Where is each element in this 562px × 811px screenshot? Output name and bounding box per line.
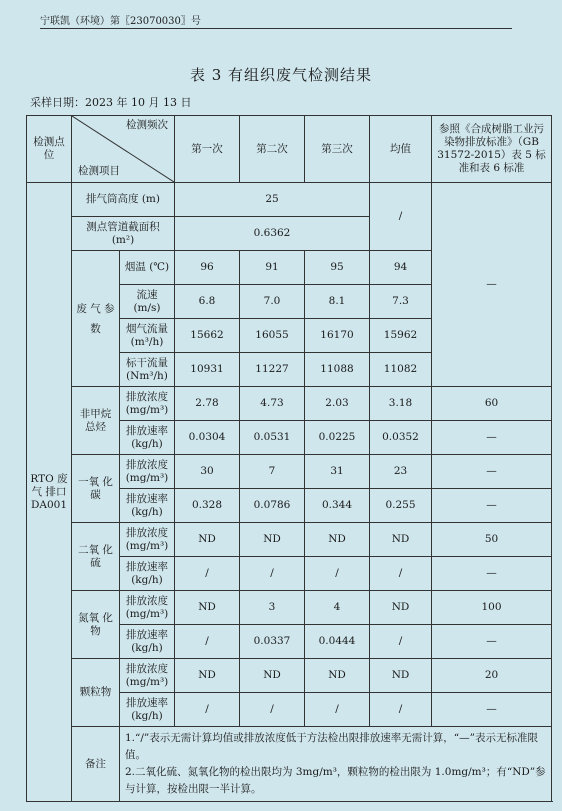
duct-area-value: 0.6362 [175,217,370,251]
exhaust-params-label: 废 气 参 数 [72,251,120,387]
mean-slash: / [370,183,432,251]
limit-cell: 60 [432,387,552,421]
table-cell: ND [305,523,370,557]
rate-label: 排放速率 (kg/h) [120,557,175,591]
header-rule [40,28,512,29]
col-header-third: 第三次 [305,116,370,183]
table-cell: / [370,557,432,591]
table-cell: ND [370,523,432,557]
table-cell: 0.0531 [240,421,305,455]
reference-standard-header: 参照《合成树脂工业污染物排放标准》（GB 31572-2015）表 5 标准和表 6 标准 [432,116,552,183]
table-cell: ND [175,659,240,693]
table-cell: 0.0786 [240,489,305,523]
table-cell: / [305,693,370,727]
table-cell: 96 [175,251,240,285]
table-cell: 4.73 [240,387,305,421]
table-cell: 11227 [240,353,305,387]
table-cell: ND [305,659,370,693]
table-cell: 8.1 [305,285,370,319]
table-cell: / [240,557,305,591]
conc-label: 排放浓度 (mg/m³) [120,455,175,489]
sampling-date: 采样日期：2023 年 10 月 13 日 [30,96,192,109]
smoke-temp-label: 烟温 (℃) [120,251,175,285]
corner-header-cell [72,116,175,183]
duct-area-label: 测点管道截面积 (m²) [72,217,175,251]
table-cell: 3.18 [370,387,432,421]
table-cell: 10931 [175,353,240,387]
table-cell: 3 [240,591,305,625]
table-cell: 7.3 [370,285,432,319]
frequency-header: 检测频次 [126,119,168,131]
table-cell: 7.0 [240,285,305,319]
note-1: 1.“/”表示无需计算均值或排放浓度低于方法检出限排放速率无需计算，“—”表示无标准限值。 [125,732,539,761]
col-header-first: 第一次 [175,116,240,183]
rate-label: 排放速率 (kg/h) [120,693,175,727]
limit-cell: — [432,489,552,523]
pollutant-so2: 二氧 化硫 [72,523,120,591]
table-cell: 0.0352 [370,421,432,455]
item-header: 检测项目 [78,165,120,177]
rate-label: 排放速率 (kg/h) [120,625,175,659]
col-header-mean: 均值 [370,116,432,183]
table-cell: 0.344 [305,489,370,523]
conc-label: 排放浓度 (mg/m³) [120,659,175,693]
limit-cell: 100 [432,591,552,625]
pollutant-pm: 颗粒物 [72,659,120,727]
notes-label: 备注 [72,727,120,802]
table-cell: 0.0444 [305,625,370,659]
limit-cell: 20 [432,659,552,693]
table-cell: ND [175,523,240,557]
table-cell: 11088 [305,353,370,387]
table-cell: / [370,625,432,659]
notes-cell [120,727,552,802]
table-cell: 2.03 [305,387,370,421]
table-cell: ND [240,523,305,557]
results-table [26,115,552,802]
table-cell: / [175,693,240,727]
col-header-second: 第二次 [240,116,305,183]
pollutant-nmhc: 非甲烷 总烃 [72,387,120,455]
conc-label: 排放浓度 (mg/m³) [120,591,175,625]
table-cell: ND [370,591,432,625]
flue-flow-label: 烟气流量 (m³/h) [120,319,175,353]
table-cell: 31 [305,455,370,489]
table-cell: / [175,557,240,591]
table-cell: 11082 [370,353,432,387]
table-cell: 0.255 [370,489,432,523]
pollutant-nox: 氮氧 化物 [72,591,120,659]
table-cell: 0.0304 [175,421,240,455]
limit-cell: — [432,421,552,455]
table-cell: 6.8 [175,285,240,319]
table-cell: 4 [305,591,370,625]
table-cell: 0.328 [175,489,240,523]
table-cell: / [240,693,305,727]
table-cell: 7 [240,455,305,489]
table-cell: 23 [370,455,432,489]
table-cell: 94 [370,251,432,285]
table-cell: ND [370,659,432,693]
limit-cell: — [432,625,552,659]
pollutant-co: 一氧 化碳 [72,455,120,523]
rate-label: 排放速率 (kg/h) [120,489,175,523]
table-cell: 91 [240,251,305,285]
limit-cell: — [432,455,552,489]
sampling-location: RTO 废气 排口 DA001 [27,183,72,802]
std-dry-flow-label: 标干流量 (Nm³/h) [120,353,175,387]
table-cell: ND [175,591,240,625]
table-cell: 15962 [370,319,432,353]
rate-label: 排放速率 (kg/h) [120,421,175,455]
stack-height-value: 25 [175,183,370,217]
table-cell: 2.78 [175,387,240,421]
table-cell: 95 [305,251,370,285]
table-cell: / [175,625,240,659]
limit-cell: 50 [432,523,552,557]
note-2: 2.二氧化硫、氮氧化物的检出限均为 3mg/m³，颗粒物的检出限为 1.0mg/m³；有“ND”参与计算，按检出限一半计算。 [125,766,546,795]
flow-speed-label: 流速 (m/s) [120,285,175,319]
reference-dash: — [432,183,552,387]
table-cell: 16170 [305,319,370,353]
table-cell: 30 [175,455,240,489]
limit-cell: — [432,557,552,591]
location-header: 检测点位 [27,116,72,183]
table-cell: ND [240,659,305,693]
table-title: 表 3 有组织废气检测结果 [189,66,373,84]
table-cell: 0.0225 [305,421,370,455]
table-cell: 15662 [175,319,240,353]
table-cell: / [370,693,432,727]
table-cell: 16055 [240,319,305,353]
table-cell: 0.0337 [240,625,305,659]
stack-height-label: 排气筒高度 (m) [72,183,175,217]
limit-cell: — [432,693,552,727]
conc-label: 排放浓度 (mg/m³) [120,387,175,421]
document-reference: 宁联凯（环境）第〖23070030〗号 [40,16,201,27]
table-cell: / [305,557,370,591]
conc-label: 排放浓度 (mg/m³) [120,523,175,557]
